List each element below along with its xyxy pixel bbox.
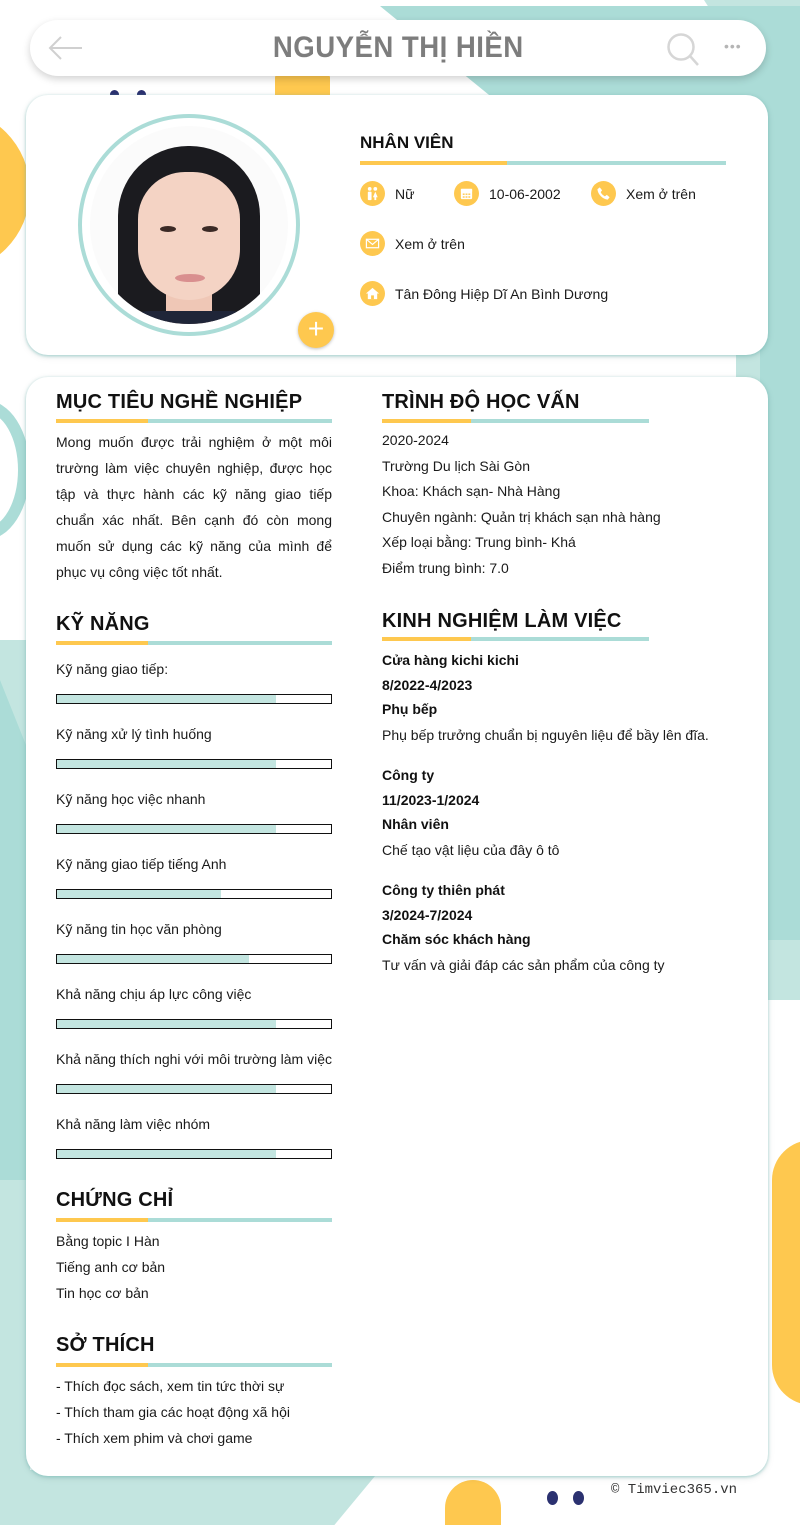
copyright-link[interactable]: © Timviec365.vn: [611, 1482, 738, 1498]
section-underline: [56, 419, 332, 423]
section-underline: [56, 641, 332, 645]
home-icon: [360, 281, 385, 306]
certificate-item: Tiếng anh cơ bản: [56, 1259, 166, 1275]
education-line: Chuyên ngành: Quản trị khách sạn nhà hàng: [382, 508, 661, 525]
certificate-item: Bằng topic I Hàn: [56, 1233, 160, 1249]
section-underline: [56, 1218, 332, 1222]
experience-company: Cửa hàng kichi kichi: [382, 652, 519, 668]
avatar-frame: [78, 114, 325, 344]
skill-progress-fill: [57, 890, 221, 898]
background-shape: [445, 1480, 501, 1525]
skill-progress-bar: [56, 824, 332, 834]
phone-icon: [591, 181, 616, 206]
section-underline: [382, 637, 649, 641]
skill-label: Khả năng chịu áp lực công việc: [56, 986, 252, 1002]
education-details: [382, 428, 661, 581]
experience-item: [382, 763, 742, 864]
skill-progress-bar: [56, 954, 332, 964]
skill-progress-bar: [56, 1019, 332, 1029]
mail-icon: [360, 231, 385, 256]
experience-description: Phụ bếp trưởng chuẩn bị nguyên liệu để bầy lên đĩa.: [382, 726, 709, 743]
section-underline: [382, 419, 649, 423]
skill-progress-fill: [57, 825, 276, 833]
cv-content-card: [26, 377, 768, 1476]
email-info: [360, 231, 465, 256]
hobby-item: - Thích đọc sách, xem tin tức thời sự: [56, 1378, 285, 1394]
experience-role: Chăm sóc khách hàng: [382, 931, 531, 947]
back-button[interactable]: [48, 34, 84, 62]
skill-item: [56, 854, 332, 899]
experience-period: 11/2023-1/2024: [382, 791, 480, 808]
phone-value: Xem ở trên: [626, 185, 696, 202]
search-icon: [666, 32, 702, 68]
plus-icon: +: [307, 313, 325, 344]
skill-item: [56, 1114, 332, 1159]
skill-item: [56, 724, 332, 769]
dob-info: [454, 181, 561, 206]
skill-label: Kỹ năng giao tiếp tiếng Anh: [56, 856, 227, 872]
skill-progress-bar: [56, 889, 332, 899]
background-shape: [0, 1470, 380, 1525]
experience-item: [382, 878, 742, 979]
experience-period: 3/2024-7/2024: [382, 906, 473, 923]
skill-label: Khả năng làm việc nhóm: [56, 1116, 211, 1132]
skill-progress-bar: [56, 694, 332, 704]
education-line: Khoa: Khách sạn- Nhà Hàng: [382, 483, 561, 499]
add-photo-button[interactable]: [298, 312, 334, 348]
job-position: NHÂN VIÊN: [360, 133, 454, 152]
experience-item: [382, 648, 742, 749]
address-value: Tân Đông Hiệp Dĩ An Bình Dương: [395, 285, 609, 302]
skill-item: [56, 919, 332, 964]
gender-value: Nữ: [395, 185, 415, 202]
gender-info: [360, 181, 414, 206]
section-title-objective: MỤC TIÊU NGHỀ NGHIỆP: [56, 391, 303, 413]
education-line: 2020-2024: [382, 432, 449, 448]
title-underline: [360, 161, 726, 165]
section-underline: [56, 1363, 332, 1367]
address-info: [360, 281, 608, 306]
certificate-item: Tin học cơ bản: [56, 1285, 149, 1301]
skill-progress-fill: [57, 1020, 276, 1028]
experience-role: Phụ bếp: [382, 701, 438, 717]
hobby-item: - Thích tham gia các hoạt động xã hội: [56, 1404, 290, 1420]
section-title-skills: KỸ NĂNG: [56, 613, 150, 635]
skill-progress-fill: [57, 760, 276, 768]
decorative-dot: [547, 1491, 558, 1505]
experience-description: Tư vấn và giải đáp các sản phẩm của công ty: [382, 956, 665, 973]
more-horizontal-icon: •••: [724, 38, 742, 54]
skill-label: Kỹ năng giao tiếp:: [56, 661, 169, 677]
skill-progress-bar: [56, 1084, 332, 1094]
experience-description: Chế tạo vật liệu của đây ô tô: [382, 841, 560, 858]
search-button[interactable]: [666, 32, 702, 68]
gender-icon: [360, 181, 385, 206]
email-value: Xem ở trên: [395, 235, 465, 252]
skill-item: [56, 659, 332, 704]
skill-progress-fill: [57, 1150, 276, 1158]
experience-period: 8/2022-4/2023: [382, 676, 473, 693]
page-title: NGUYỄN THỊ HIỀN: [272, 31, 524, 64]
experience-company: Công ty thiên phát: [382, 882, 505, 898]
phone-info: [591, 181, 696, 206]
skill-progress-fill: [57, 955, 249, 963]
skill-label: Khả năng thích nghi với môi trường làm việc: [56, 1051, 332, 1067]
objective-text: Mong muốn được trải nghiệm ở một môi trường làm việc chuyên nghiệp, được học tập và thực hành các kỹ năng giao tiếp chuẩn xác nhất. Bên cạnh đó còn mong muốn sử dụng các kỹ năng của mình để phục vụ công việc tốt nhất.: [56, 434, 332, 580]
skill-item: [56, 984, 332, 1029]
section-title-hobbies: SỞ THÍCH: [56, 1334, 155, 1356]
skill-progress-bar: [56, 759, 332, 769]
section-title-experience: KINH NGHIỆM LÀM VIỆC: [382, 610, 622, 632]
more-options-button[interactable]: [724, 38, 748, 58]
skill-label: Kỹ năng xử lý tình huống: [56, 726, 212, 742]
education-line: Trường Du lịch Sài Gòn: [382, 457, 530, 474]
skill-progress-bar: [56, 1149, 332, 1159]
education-line: Xếp loại bằng: Trung bình- Khá: [382, 534, 576, 550]
skill-label: Kỹ năng học việc nhanh: [56, 791, 206, 807]
experience-company: Công ty: [382, 767, 435, 783]
hobbies-list: [56, 1373, 290, 1451]
skill-progress-fill: [57, 1085, 276, 1093]
skill-item: [56, 1049, 332, 1094]
section-title-certificates: CHỨNG CHỈ: [56, 1189, 174, 1211]
decorative-dot: [573, 1491, 584, 1505]
profile-card: [26, 95, 768, 355]
hobby-item: - Thích xem phim và chơi game: [56, 1430, 253, 1446]
arrow-left-icon: [48, 34, 84, 62]
section-title-education: TRÌNH ĐỘ HỌC VẤN: [382, 391, 580, 413]
skill-label: Kỹ năng tin học văn phòng: [56, 921, 222, 937]
education-line: Điểm trung bình: 7.0: [382, 559, 509, 576]
skill-progress-fill: [57, 695, 276, 703]
skill-item: [56, 789, 332, 834]
header-bar: [30, 20, 766, 76]
experience-role: Nhân viên: [382, 816, 449, 832]
calendar-icon: [454, 181, 479, 206]
certificates-list: [56, 1228, 165, 1306]
avatar[interactable]: [90, 126, 288, 324]
dob-value: 10-06-2002: [489, 185, 561, 202]
background-shape: [772, 1140, 800, 1405]
